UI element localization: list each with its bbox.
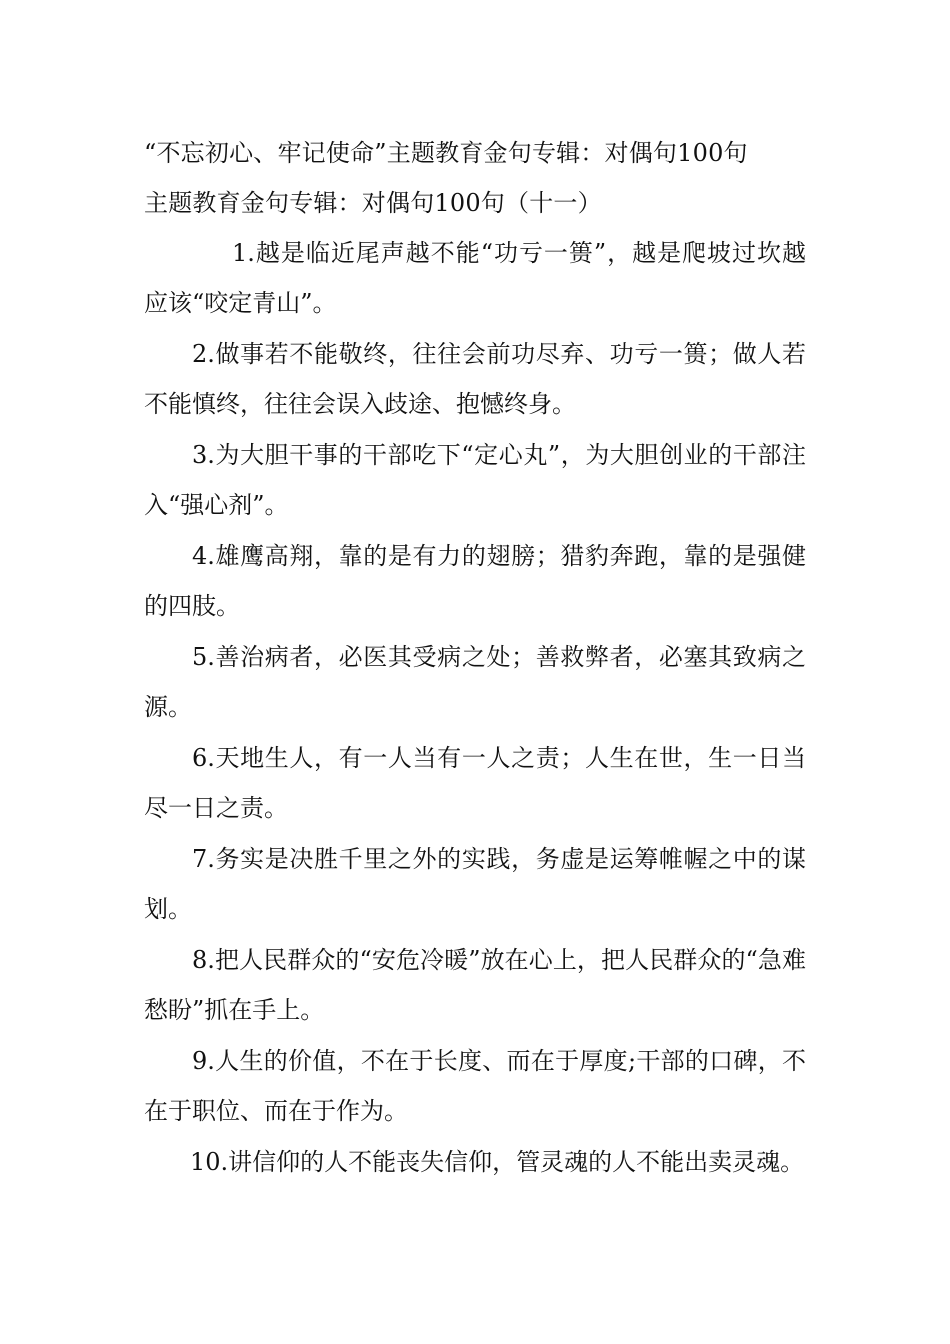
sentence-item-4: 4.雄鹰高翔，靠的是有力的翅膀；猎豹奔跑，靠的是强健的四肢。 xyxy=(144,542,806,620)
sentence-item-9: 9.人生的价值，不在于长度、而在于厚度;干部的口碑，不在于职位、而在于作为。 xyxy=(144,1047,806,1125)
sentence-item-10: 10.讲信仰的人不能丧失信仰，管灵魂的人不能出卖灵魂。 xyxy=(190,1148,805,1176)
sentence-item-8: 8.把人民群众的“安危冷暖”放在心上，把人民群众的“急难愁盼”抓在手上。 xyxy=(144,946,806,1024)
sentence-item-7: 7.务实是决胜千里之外的实践，务虚是运筹帷幄之中的谋划。 xyxy=(144,845,806,923)
sentence-item-3: 3.为大胆干事的干部吃下“定心丸”，为大胆创业的干部注入“强心剂”。 xyxy=(144,441,806,519)
document-subtitle: 主题教育金句专辑：对偶句100句（十一） xyxy=(144,189,602,217)
sentence-item-5: 5.善治病者，必医其受病之处；善救弊者，必塞其致病之源。 xyxy=(144,643,806,721)
sentence-item-6: 6.天地生人，有一人当有一人之责；人生在世，生一日当尽一日之责。 xyxy=(144,744,806,822)
document-body xyxy=(144,128,806,1188)
document-title: “不忘初心、牢记使命”主题教育金句专辑：对偶句100句 xyxy=(144,139,748,167)
sentence-item-2: 2.做事若不能敬终，往往会前功尽弃、功亏一篑；做人若不能慎终，往往会误入歧途、抱憾终身。 xyxy=(144,340,806,418)
sentence-item-1: 1.越是临近尾声越不能“功亏一篑”，越是爬坡过坎越应该“咬定青山”。 xyxy=(144,239,806,317)
